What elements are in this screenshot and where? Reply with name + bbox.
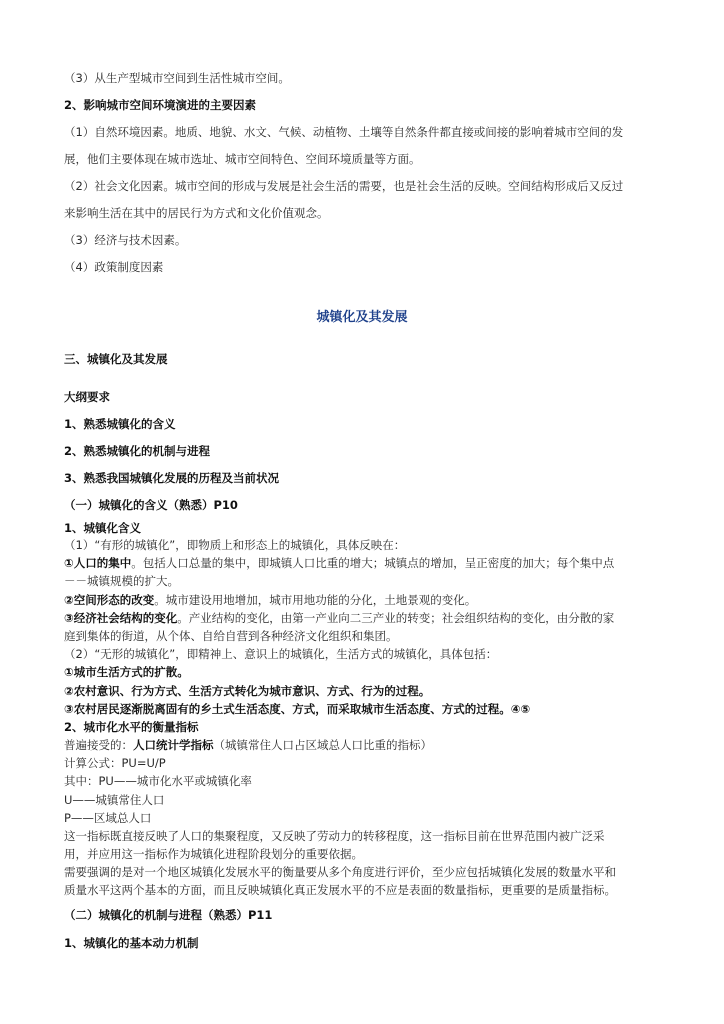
bold-term: 人口统计学指标 — [133, 738, 214, 752]
subheading: 1、城镇化含义 — [64, 521, 142, 535]
text-line: （4）政策制度因素 — [64, 260, 164, 274]
text-line — [64, 737, 664, 753]
text-span: （城镇常住人口占区域总人口比重的指标） — [213, 738, 432, 752]
text-line: 用，并应用这一指标作为城镇化进程阶段划分的重要依据。 — [64, 847, 363, 861]
subheading: 1、城镇化的基本动力机制 — [64, 936, 199, 950]
chapter-heading: 三、城镇化及其发展 — [64, 352, 168, 366]
outline-item: 3、熟悉我国城镇化发展的历程及当前状况 — [64, 471, 279, 485]
outline-item: 2、熟悉城镇化的机制与进程 — [64, 444, 211, 458]
text-line: 展，他们主要体现在城市选址、城市空间特色、空间环境质量等方面。 — [64, 152, 421, 166]
text-line: （1）“有形的城镇化”，即物质上和形态上的城镇化，具体反映在： — [64, 538, 406, 552]
text-line: （3）经济与技术因素。 — [64, 233, 187, 247]
bold-term: ③经济社会结构的变化 — [64, 611, 178, 625]
text-line: ③农村居民逐渐脱离固有的乡土式生活态度、方式，而采取城市生活态度、方式的过程。④⑤ — [64, 702, 531, 716]
outline-item: 1、熟悉城镇化的含义 — [64, 417, 176, 431]
text-line: 这一指标既直接反映了人口的集聚程度，又反映了劳动力的转移程度，这一指标目前在世界范围内被广泛采 — [64, 829, 605, 843]
text-span: 普遍接受的： — [64, 738, 133, 752]
part-heading: （二）城镇化的机制与进程（熟悉）P11 — [64, 908, 273, 922]
text-line: P——区域总人口 — [64, 811, 152, 825]
part-heading: （一）城镇化的含义（熟悉）P10 — [64, 498, 238, 512]
text-span: 。产业结构的变化，由第一产业向二三产业的转变；社会组织结构的变化，由分散的家 — [177, 611, 615, 625]
text-line: ②农村意识、行为方式、生活方式转化为城市意识、方式、行为的过程。 — [64, 684, 431, 698]
text-line — [64, 610, 664, 626]
bold-term: ①人口的集中 — [64, 556, 132, 570]
text-line: ①城市生活方式的扩散。 — [64, 665, 189, 679]
text-line: －－城镇规模的扩大。 — [64, 574, 179, 588]
text-line: （1）自然环境因素。地质、地貌、水文、气候、动植物、土壤等自然条件都直接或间接的影响着城市空间的发 — [64, 125, 624, 139]
text-line: 庭到集体的街道，从个体、自给自营到各种经济文化组织和集团。 — [64, 629, 398, 643]
text-line: （2）社会文化因素。城市空间的形成与发展是社会生活的需要，也是社会生活的反映。空间结构形成后又反过 — [64, 179, 624, 193]
subheading: 2、影响城市空间环境演进的主要因素 — [64, 98, 256, 112]
text-line: U——城镇常住人口 — [64, 793, 165, 807]
bold-term: ②空间形态的改变 — [64, 593, 155, 607]
text-line: 需要强调的是对一个地区城镇化发展水平的衡量要从多个角度进行评价，至少应包括城镇化发展的数量水平和 — [64, 865, 616, 879]
subheading: 2、城市化水平的衡量指标 — [64, 720, 199, 734]
text-line: 计算公式：PU=U/P — [64, 756, 166, 770]
text-line: 质量水平这两个基本的方面，而且反映城镇化真正发展水平的不应是表面的数量指标，更重要的是质量指标。 — [64, 883, 616, 897]
text-line: （2）“无形的城镇化”，即精神上、意识上的城镇化，生活方式的城镇化，具体包括： — [64, 647, 498, 661]
outline-heading: 大纲要求 — [64, 390, 110, 404]
text-line: （3）从生产型城市空间到生活性城市空间。 — [64, 71, 290, 85]
text-line — [64, 555, 664, 571]
text-span: 。城市建设用地增加，城市用地功能的分化，土地景观的变化。 — [154, 593, 477, 607]
section-title: 城镇化及其发展 — [316, 310, 408, 325]
text-line — [64, 592, 664, 608]
text-line: 其中：PU——城市化水平或城镇化率 — [64, 774, 252, 788]
text-span: 。包括人口总量的集中，即城镇人口比重的增大；城镇点的增加，呈正密度的加大；每个集中点 — [131, 556, 615, 570]
text-line: 来影响生活在其中的居民行为方式和文化价值观念。 — [64, 206, 329, 220]
